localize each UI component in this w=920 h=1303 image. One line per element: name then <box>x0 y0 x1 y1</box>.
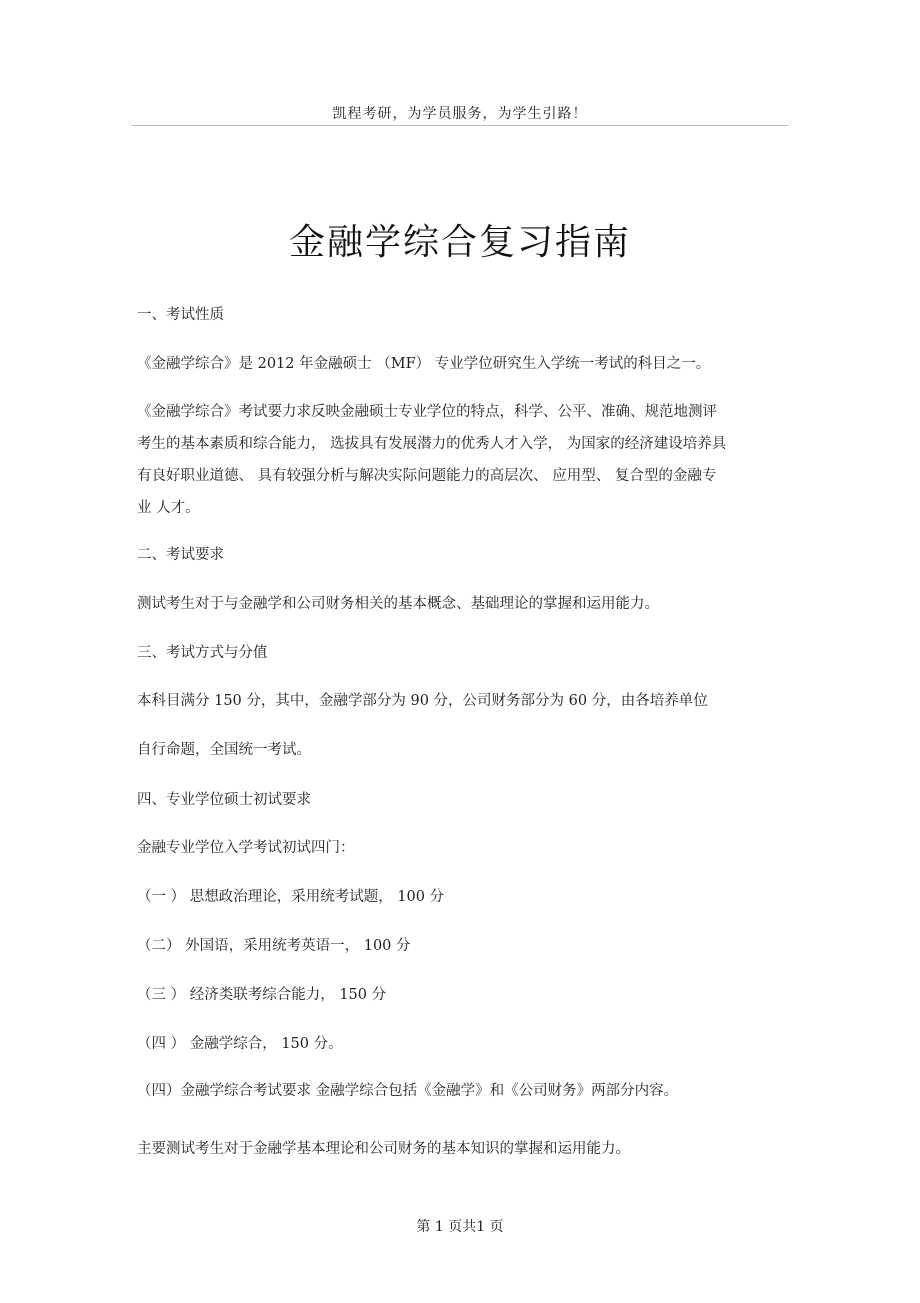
section-1-paragraph-2-line-4: 业 人才。 <box>137 500 200 516</box>
exam-subject-item-2: （二） 外国语，采用统考英语一， 100 分 <box>137 938 411 954</box>
page-number-footer: 第 1 页共1 页 <box>416 1219 504 1235</box>
section-2-paragraph: 测试考生对于与金融学和公司财务相关的基本概念、基础理论的掌握和运用能力。 <box>137 596 659 612</box>
section-1-heading: 一、考试性质 <box>137 307 224 323</box>
section-1-paragraph-1: 《金融学综合》是 2012 年金融硕士 （MF） 专业学位研究生入学统一考试的科目之一。 <box>137 356 711 372</box>
section-4-intro: 金融专业学位入学考试初试四门： <box>137 840 355 856</box>
section-4-heading: 四、专业学位硕士初试要求 <box>137 792 311 808</box>
header-divider <box>132 125 788 126</box>
exam-subject-item-3: （三 ） 经济类联考综合能力， 150 分 <box>137 987 387 1003</box>
exam-subject-item-1: （一 ） 思想政治理论，采用统考试题， 100 分 <box>137 889 445 905</box>
section-1-paragraph-2-line-2: 考生的基本素质和综合能力， 选拔具有发展潜力的优秀人才入学， 为国家的经济建设培养具 <box>137 436 727 452</box>
section-1-paragraph-2-line-1: 《金融学综合》考试要力求反映金融硕士专业学位的特点，科学、公平、准确、规范地测评 <box>137 404 717 420</box>
exam-subject-item-4: （四 ） 金融学综合， 150 分。 <box>137 1036 343 1052</box>
document-title: 金融学综合复习指南 <box>288 222 631 263</box>
section-3-heading: 三、考试方式与分值 <box>137 645 268 661</box>
closing-paragraph: 主要测试考生对于金融学基本理论和公司财务的基本知识的掌握和运用能力。 <box>137 1141 630 1157</box>
section-1-paragraph-2-line-3: 有良好职业道德、 具有较强分析与解决实际问题能力的高层次、 应用型、 复合型的金融专 <box>137 468 717 484</box>
section-4-note: （四）金融学综合考试要求 金融学综合包括《金融学》和《公司财务》两部分内容。 <box>137 1083 679 1099</box>
section-3-paragraph-line-1: 本科目满分 150 分，其中，金融学部分为 90 分，公司财务部分为 60 分，由各培养单位 <box>137 693 708 709</box>
page-header-slogan: 凯程考研，为学员服务，为学生引路！ <box>332 106 588 122</box>
section-2-heading: 二、考试要求 <box>137 547 224 563</box>
section-3-paragraph-line-2: 自行命题，全国统一考试。 <box>137 742 311 758</box>
